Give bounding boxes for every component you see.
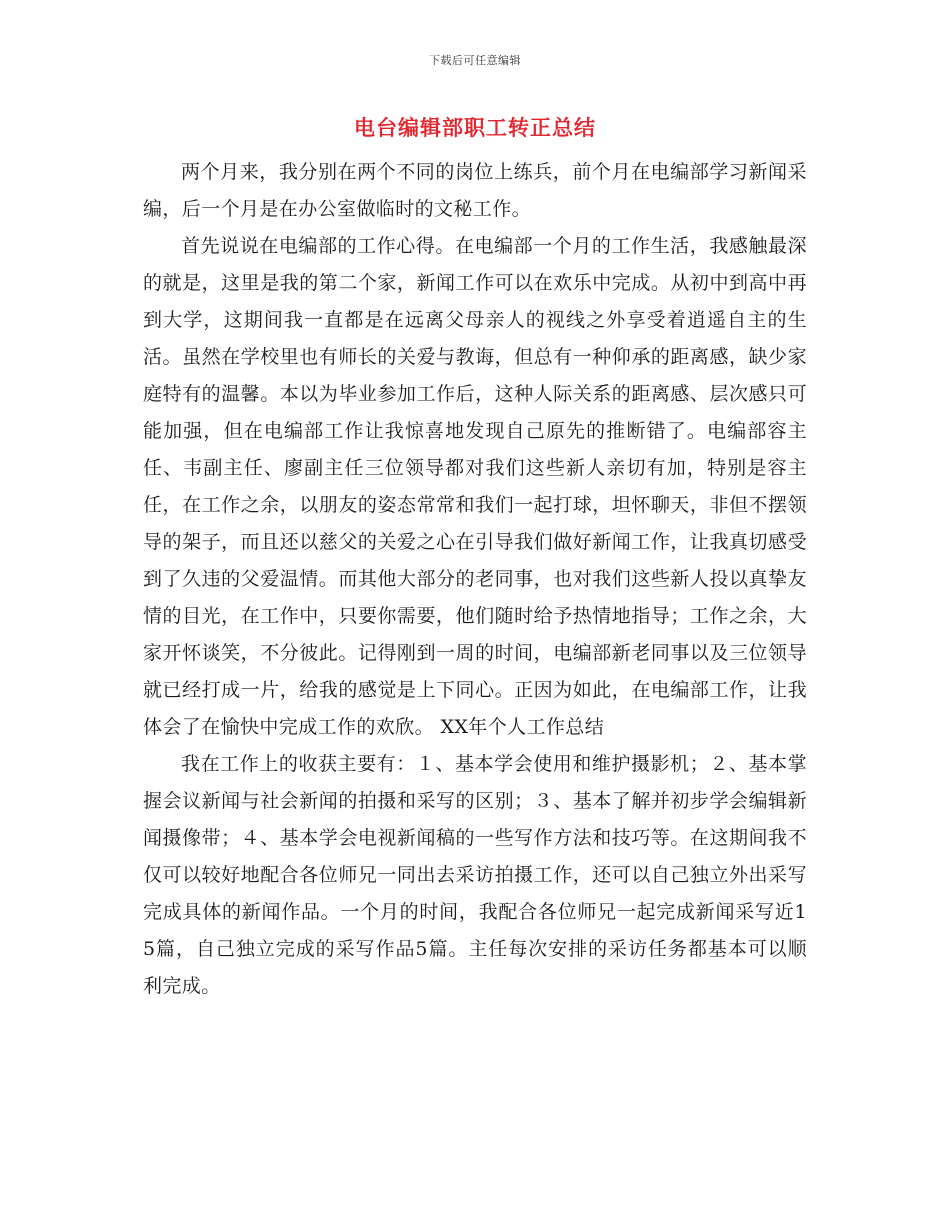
paragraph-3: 我在工作上的收获主要有：１、基本学会使用和维护摄影机；２、基本掌握会议新闻与社会新闻的拍摄和采写的区别；３、基本了解并初步学会编辑新闻摄像带；４、基本学会电视新闻稿的一些写作方法和技巧等。在这期间我不仅可以较好地配合各位师兄一同出去采访拍摄工作，还可以自己独立外出采写完成具体的新闻作品。一个月的时间，我配合各位师兄一起完成新闻采写近15篇，自己独立完成的采写作品5篇。主任每次安排的采访任务都基本可以顺利完成。 (143, 753, 807, 997)
header-note: 下载后可任意编辑 (429, 54, 521, 67)
paragraph-1: 两个月来，我分别在两个不同的岗位上练兵，前个月在电编部学习新闻采编，后一个月是在办公室做临时的文秘工作。 (143, 161, 807, 220)
document-body (143, 154, 807, 1005)
document-title: 电台编辑部职工转正总结 (354, 115, 596, 140)
paragraph-2: 首先说说在电编部的工作心得。在电编部一个月的工作生活，我感触最深的就是，这里是我的第二个家，新闻工作可以在欢乐中完成。从初中到高中再到大学，这期间我一直都是在远离父母亲人的视线之外享受着逍遥自主的生活。虽然在学校里也有师长的关爱与教诲，但总有一种仰承的距离感，缺少家庭特有的温馨。本以为毕业参加工作后，这种人际关系的距离感、层次感只可能加强，但在电编部工作让我惊喜地发现自己原先的推断错了。电编部容主任、韦副主任、廖副主任三位领导都对我们这些新人亲切有加，特别是容主任，在工作之余，以朋友的姿态常常和我们一起打球，坦怀聊天，非但不摆领导的架子，而且还以慈父的关爱之心在引导我们做好新闻工作，让我真切感受到了久违的父爱温情。而其他大部分的老同事，也对我们这些新人投以真挚友情的目光，在工作中，只要你需要，他们随时给予热情地指导；工作之余，大家开怀谈笑，不分彼此。记得刚到一周的时间，电编部新老同事以及三位领导就已经打成一片，给我的感觉是上下同心。正因为如此，在电编部工作，让我体会了在愉快中完成工作的欢欣。 XX年个人工作总结 (143, 235, 807, 738)
